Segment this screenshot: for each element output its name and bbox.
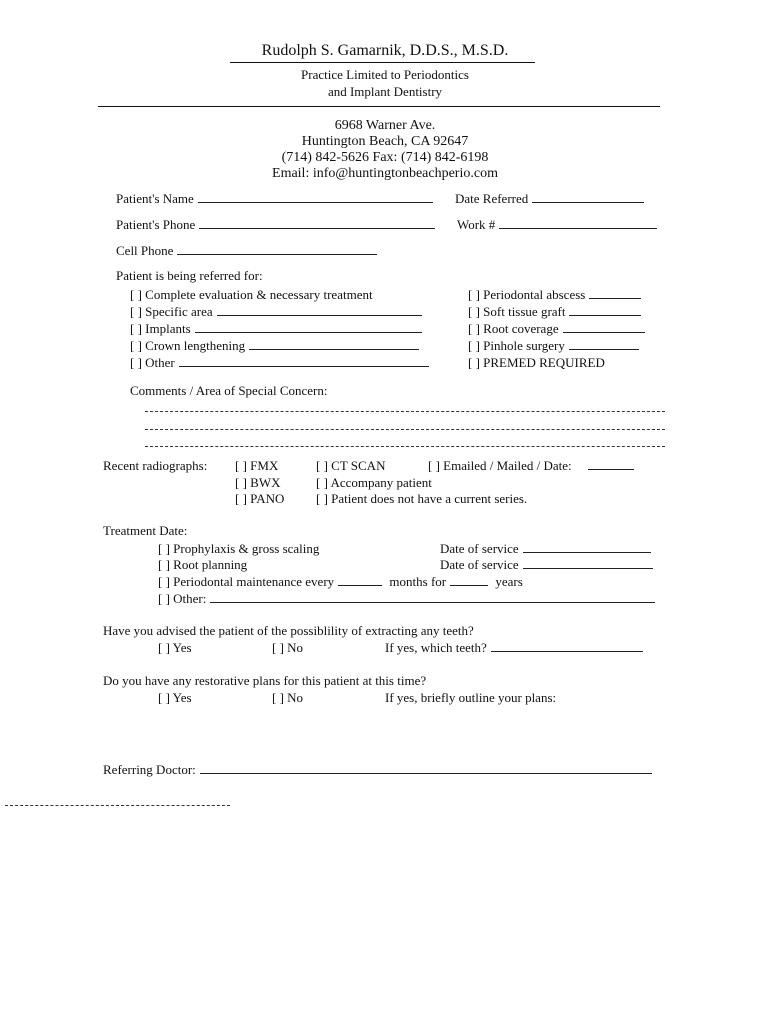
referral-crown-lengthening[interactable]: [ ] Crown lengthening: [130, 338, 419, 354]
referring-doctor-label: Referring Doctor:: [103, 762, 196, 777]
date-of-service-2[interactable]: Date of service: [440, 557, 653, 573]
patient-phone-label: Patient's Phone: [116, 217, 196, 232]
restorative-no[interactable]: [ ] No: [272, 690, 304, 705]
restorative-question: Do you have any restorative plans for this patient at this time?: [103, 673, 427, 688]
radiograph-fmx[interactable]: [ ] FMX: [235, 458, 279, 473]
patient-name-field[interactable]: [116, 191, 433, 207]
referral-heading: Patient is being referred for:: [116, 268, 263, 283]
radiograph-no-current-series[interactable]: [ ] Patient does not have a current series.: [316, 491, 528, 506]
comments-line-2[interactable]: [145, 429, 665, 430]
treatment-date-label: Treatment Date:: [103, 523, 188, 538]
work-phone-field[interactable]: [457, 217, 657, 233]
comments-line-3[interactable]: [145, 446, 665, 447]
doctor-name-underline: [230, 62, 535, 63]
radiograph-bwx[interactable]: [ ] BWX: [235, 475, 281, 490]
doctor-name: Rudolph S. Gamarnik, D.D.S., M.S.D.: [261, 42, 509, 59]
phone-fax: (714) 842-5626 Fax: (714) 842-6198: [281, 150, 489, 165]
radiographs-label: Recent radiographs:: [103, 458, 208, 473]
referral-other[interactable]: [ ] Other: [130, 355, 429, 371]
extraction-which-teeth[interactable]: If yes, which teeth?: [385, 640, 643, 656]
header-rule: [98, 106, 660, 107]
cell-phone-label: Cell Phone: [116, 243, 174, 258]
treatment-prophylaxis[interactable]: [ ] Prophylaxis & gross scaling: [158, 541, 320, 556]
radiograph-pano[interactable]: [ ] PANO: [235, 491, 285, 506]
restorative-outline: If yes, briefly outline your plans:: [385, 690, 557, 705]
referral-implants[interactable]: [ ] Implants: [130, 321, 422, 337]
restorative-yes[interactable]: [ ] Yes: [158, 690, 192, 705]
referring-doctor-field[interactable]: [103, 762, 652, 778]
cell-phone-field[interactable]: [116, 243, 377, 259]
practice-line-2: and Implant Dentistry: [327, 84, 443, 99]
date-of-service-1[interactable]: Date of service: [440, 541, 651, 557]
comments-line-1[interactable]: [145, 411, 665, 412]
date-referred-label: Date Referred: [455, 191, 529, 206]
patient-name-label: Patient's Name: [116, 191, 194, 206]
referral-root-coverage[interactable]: [ ] Root coverage: [468, 321, 645, 337]
referral-complete-evaluation[interactable]: [ ] Complete evaluation & necessary treatment: [130, 287, 373, 302]
referral-specific-area[interactable]: [ ] Specific area: [130, 304, 422, 320]
referral-soft-tissue-graft[interactable]: [ ] Soft tissue graft: [468, 304, 641, 320]
extraction-yes[interactable]: [ ] Yes: [158, 640, 192, 655]
treatment-other[interactable]: [ ] Other:: [158, 591, 655, 607]
radiograph-accompany-patient[interactable]: [ ] Accompany patient: [316, 475, 432, 490]
work-phone-label: Work #: [457, 217, 496, 232]
radiograph-ct-scan[interactable]: [ ] CT SCAN: [316, 458, 386, 473]
treatment-root-planning[interactable]: [ ] Root planning: [158, 557, 248, 572]
practice-line-1: Practice Limited to Periodontics: [301, 67, 469, 82]
date-referred-field[interactable]: [455, 191, 644, 207]
referral-pinhole-surgery[interactable]: [ ] Pinhole surgery: [468, 338, 639, 354]
address: 6968 Warner Ave.: [334, 118, 436, 133]
extraction-no[interactable]: [ ] No: [272, 640, 304, 655]
extraction-question: Have you advised the patient of the possiblility of extracting any teeth?: [103, 623, 474, 638]
comments-label: Comments / Area of Special Concern:: [130, 383, 328, 398]
scan-artifact-line: [5, 805, 230, 806]
patient-phone-field[interactable]: [116, 217, 435, 233]
city: Huntington Beach, CA 92647: [301, 134, 469, 149]
email: Email: info@huntingtonbeachperio.com: [272, 166, 498, 181]
treatment-periodontal-maintenance[interactable]: [ ] Periodontal maintenance every months for years: [158, 574, 523, 589]
radiograph-emailed-date[interactable]: [ ] Emailed / Mailed / Date:: [428, 458, 634, 474]
referral-periodontal-abscess[interactable]: [ ] Periodontal abscess: [468, 287, 641, 303]
referral-premed-required[interactable]: [ ] PREMED REQUIRED: [468, 355, 605, 370]
